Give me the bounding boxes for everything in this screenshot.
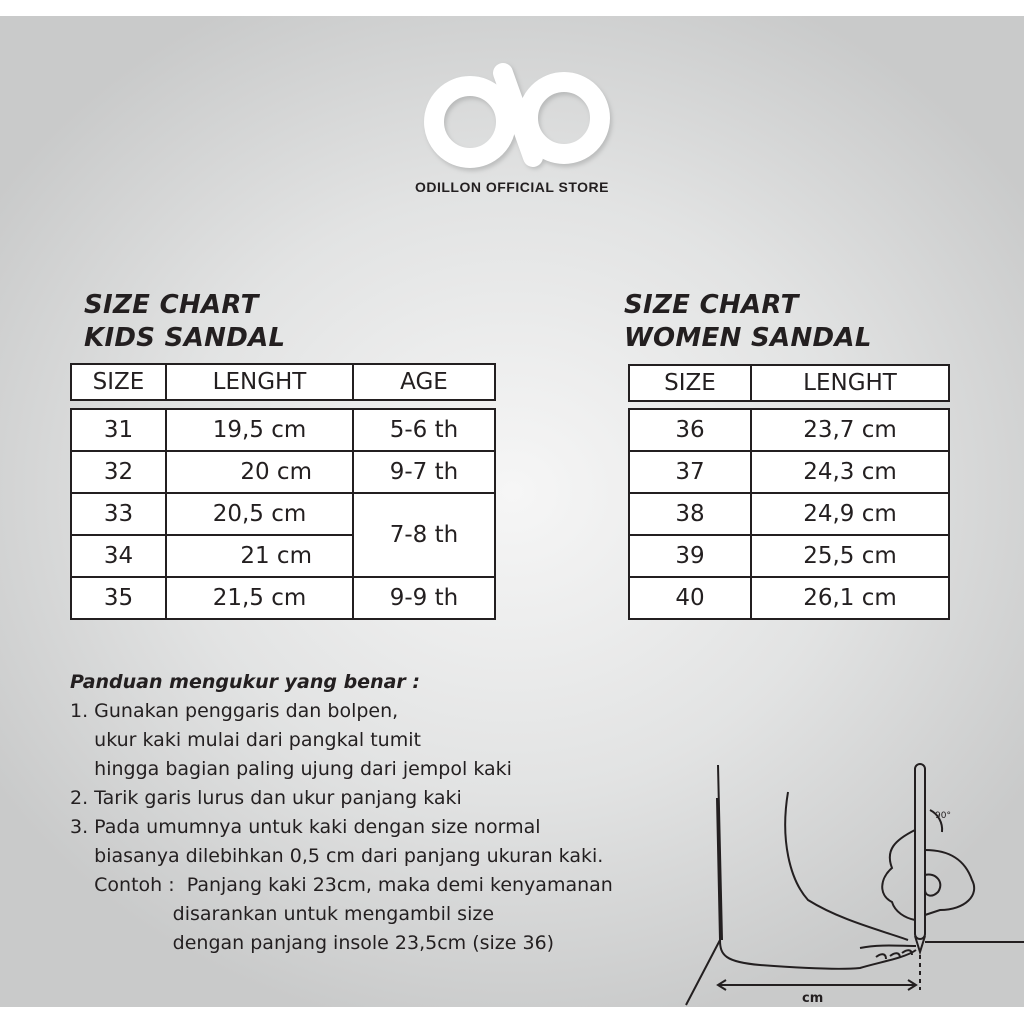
pen-icon <box>915 764 925 939</box>
guide-line: ukur kaki mulai dari pangkal tumit <box>70 729 421 751</box>
brand-logo <box>400 55 630 175</box>
table-row <box>71 577 495 619</box>
table-row <box>71 493 495 535</box>
women-table-header <box>628 364 950 402</box>
cell-length: 24,3 cm <box>751 451 949 493</box>
table-row <box>71 409 495 451</box>
cell-size: 36 <box>629 409 751 451</box>
cell-length: 20,5 cm <box>166 493 353 535</box>
kids-title <box>84 289 285 355</box>
cell-length: 24,9 cm <box>751 493 949 535</box>
cell-age: 7-8 th <box>353 493 495 577</box>
guide-line: 2. Tarik garis lurus dan ukur panjang kaki <box>70 787 462 809</box>
table-row <box>629 535 949 577</box>
cell-age: 9-7 th <box>353 451 495 493</box>
hand <box>882 830 974 920</box>
cell-length: 21 cm <box>166 535 353 577</box>
guide-line: disarankan untuk mengambil size <box>70 903 495 925</box>
header-length: LENGHT <box>751 365 949 401</box>
table-row <box>629 577 949 619</box>
foot-top <box>785 792 908 940</box>
foot-sole <box>720 940 916 969</box>
cell-size: 39 <box>629 535 751 577</box>
header-age: AGE <box>353 364 495 400</box>
cell-age: 5-6 th <box>353 409 495 451</box>
wall-line <box>686 765 722 1005</box>
cell-length: 26,1 cm <box>751 577 949 619</box>
women-title-line1: SIZE CHART <box>624 290 799 320</box>
women-title <box>624 289 872 355</box>
cell-size: 38 <box>629 493 751 535</box>
guide-heading: Panduan mengukur yang benar : <box>70 671 420 693</box>
toes <box>860 946 916 960</box>
foot-measuring-illustration <box>680 750 1024 1006</box>
guide-line: 3. Pada umumnya untuk kaki dengan size normal <box>70 816 541 838</box>
cell-age: 9-9 th <box>353 577 495 619</box>
cell-size: 32 <box>71 451 166 493</box>
header-size: SIZE <box>629 365 751 401</box>
cell-length: 25,5 cm <box>751 535 949 577</box>
cell-length: 19,5 cm <box>166 409 353 451</box>
unit-label: cm <box>802 991 824 1006</box>
kids-title-line1: SIZE CHART <box>84 290 259 320</box>
women-title-line2: WOMEN SANDAL <box>624 323 872 353</box>
women-table <box>628 408 950 620</box>
guide-line: Contoh : Panjang kaki 23cm, maka demi kenyamanan <box>70 874 613 896</box>
angle-label: 90° <box>935 811 951 821</box>
table-row <box>71 451 495 493</box>
cell-size: 34 <box>71 535 166 577</box>
cell-length: 21,5 cm <box>166 577 353 619</box>
cell-size: 35 <box>71 577 166 619</box>
cell-length: 23,7 cm <box>751 409 949 451</box>
cell-size: 37 <box>629 451 751 493</box>
header-size: SIZE <box>71 364 166 400</box>
table-row <box>629 493 949 535</box>
cell-size: 33 <box>71 493 166 535</box>
table-row <box>629 409 949 451</box>
kids-table <box>70 408 496 620</box>
guide-line: hingga bagian paling ujung dari jempol kaki <box>70 758 512 780</box>
cell-size: 40 <box>629 577 751 619</box>
measuring-guide <box>70 668 613 958</box>
kids-title-line2: KIDS SANDAL <box>84 323 286 353</box>
brand-name: ODILLON OFFICIAL STORE <box>414 179 610 195</box>
guide-line: biasanya dilebihkan 0,5 cm dari panjang ukuran kaki. <box>70 845 604 867</box>
header-length: LENGHT <box>166 364 353 400</box>
guide-line: dengan panjang insole 23,5cm (size 36) <box>70 932 555 954</box>
cell-size: 31 <box>71 409 166 451</box>
table-row <box>629 451 949 493</box>
measure-arrow <box>718 980 916 990</box>
cell-length: 20 cm <box>166 451 353 493</box>
kids-table-header <box>70 363 496 401</box>
guide-line: 1. Gunakan penggaris dan bolpen, <box>70 700 399 722</box>
